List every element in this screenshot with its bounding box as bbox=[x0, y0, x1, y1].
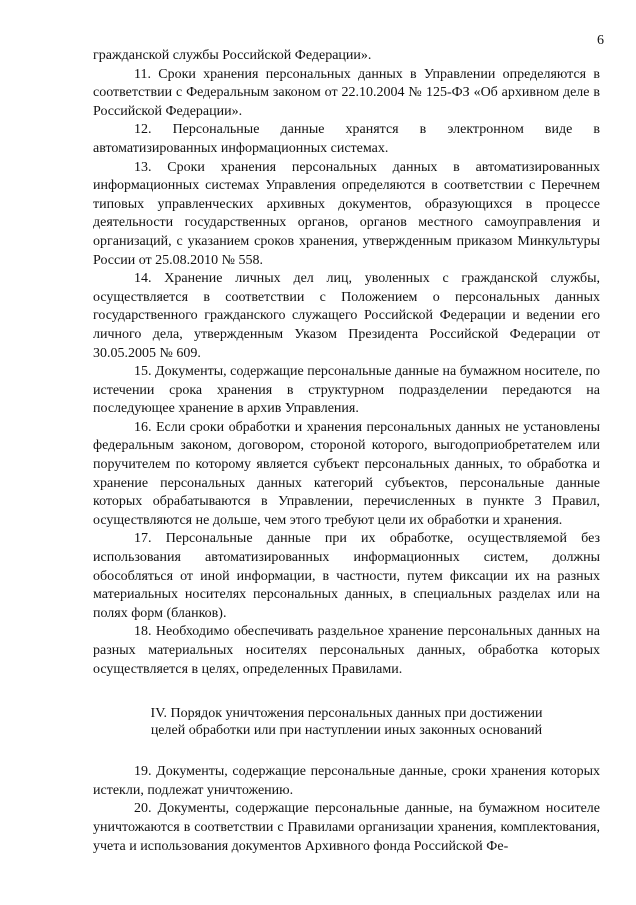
paragraph-14: 14. Хранение личных дел лиц, уволенных с гражданской службы, осуществляется в соответствии с Положением о персональных данных государственного гражданского служащего Российской Федерации и ведении его личного дела, утвержденным Указом Президента Российской Федерации от 30.05.2005 № 609. bbox=[93, 271, 600, 361]
document-body bbox=[93, 47, 600, 856]
page-number: 6 bbox=[597, 33, 604, 48]
section-heading-line-2: целей обработки или при наступлении иных законных оснований bbox=[150, 723, 543, 739]
paragraph-20: 20. Документы, содержащие персональные данные, на бумажном носителе уничтожаются в соответствии с Правилами организации хранения, комплектования, учета и использования документов Архивного фонда Российской Фе- bbox=[93, 801, 600, 854]
paragraph-18: 18. Необходимо обеспечивать раздельное хранение персональных данных на разных материальных носителях персональных данных, обработка которых осуществляется в целях, определенных Правилами. bbox=[93, 624, 600, 677]
paragraph-19: 19. Документы, содержащие персональные данные, сроки хранения которых истекли, подлежат уничтожению. bbox=[93, 764, 600, 798]
paragraph-11: 11. Сроки хранения персональных данных в Управлении определяются в соответствии с Федеральным законом от 22.10.2004 № 125-ФЗ «Об архивном деле в Российской Федерации». bbox=[93, 66, 600, 119]
paragraph-continuation: гражданской службы Российской Федерации». bbox=[93, 48, 372, 63]
paragraph-13: 13. Сроки хранения персональных данных в автоматизированных информационных системах Управления определяются в соответствии с Перечнем типовых управленческих архивных документов, образующихся в процессе деятельности государственных органов, органов местного самоуправления и организаций, с указанием сроков хранения, утвержденным приказом Минкультуры России от 25.08.2010 № 558. bbox=[93, 159, 600, 268]
section-heading-line-1: IV. Порядок уничтожения персональных данных при достижении bbox=[150, 706, 543, 722]
paragraph-15: 15. Документы, содержащие персональные данные на бумажном носителе, по истечении срока хранения в структурном подразделении передаются на последующее хранение в архив Управления. bbox=[93, 364, 600, 417]
paragraph-16: 16. Если сроки обработки и хранения персональных данных не установлены федеральным законом, договором, стороной которого, выгодоприобретателем или поручителем по которому является субъект персональных данных, то обработка и хранение персональных данных категорий субъектов, персональные данные которых обрабатываются в Управлении, перечисленных в пункте 3 Правил, осуществляются не дольше, чем этого требуют цели их обработки и хранения. bbox=[93, 419, 600, 528]
paragraph-12: 12. Персональные данные хранятся в электронном виде в автоматизированных информационных системах. bbox=[93, 122, 600, 156]
section-heading bbox=[93, 705, 600, 739]
paragraph-17: 17. Персональные данные при их обработке, осуществляемой без использования автоматизированных информационных систем, должны обособляться от иной информации, в частности, путем фиксации их на разных материальных носителях персональных данных, в специальных разделах или на полях форм (бланков). bbox=[93, 531, 600, 621]
